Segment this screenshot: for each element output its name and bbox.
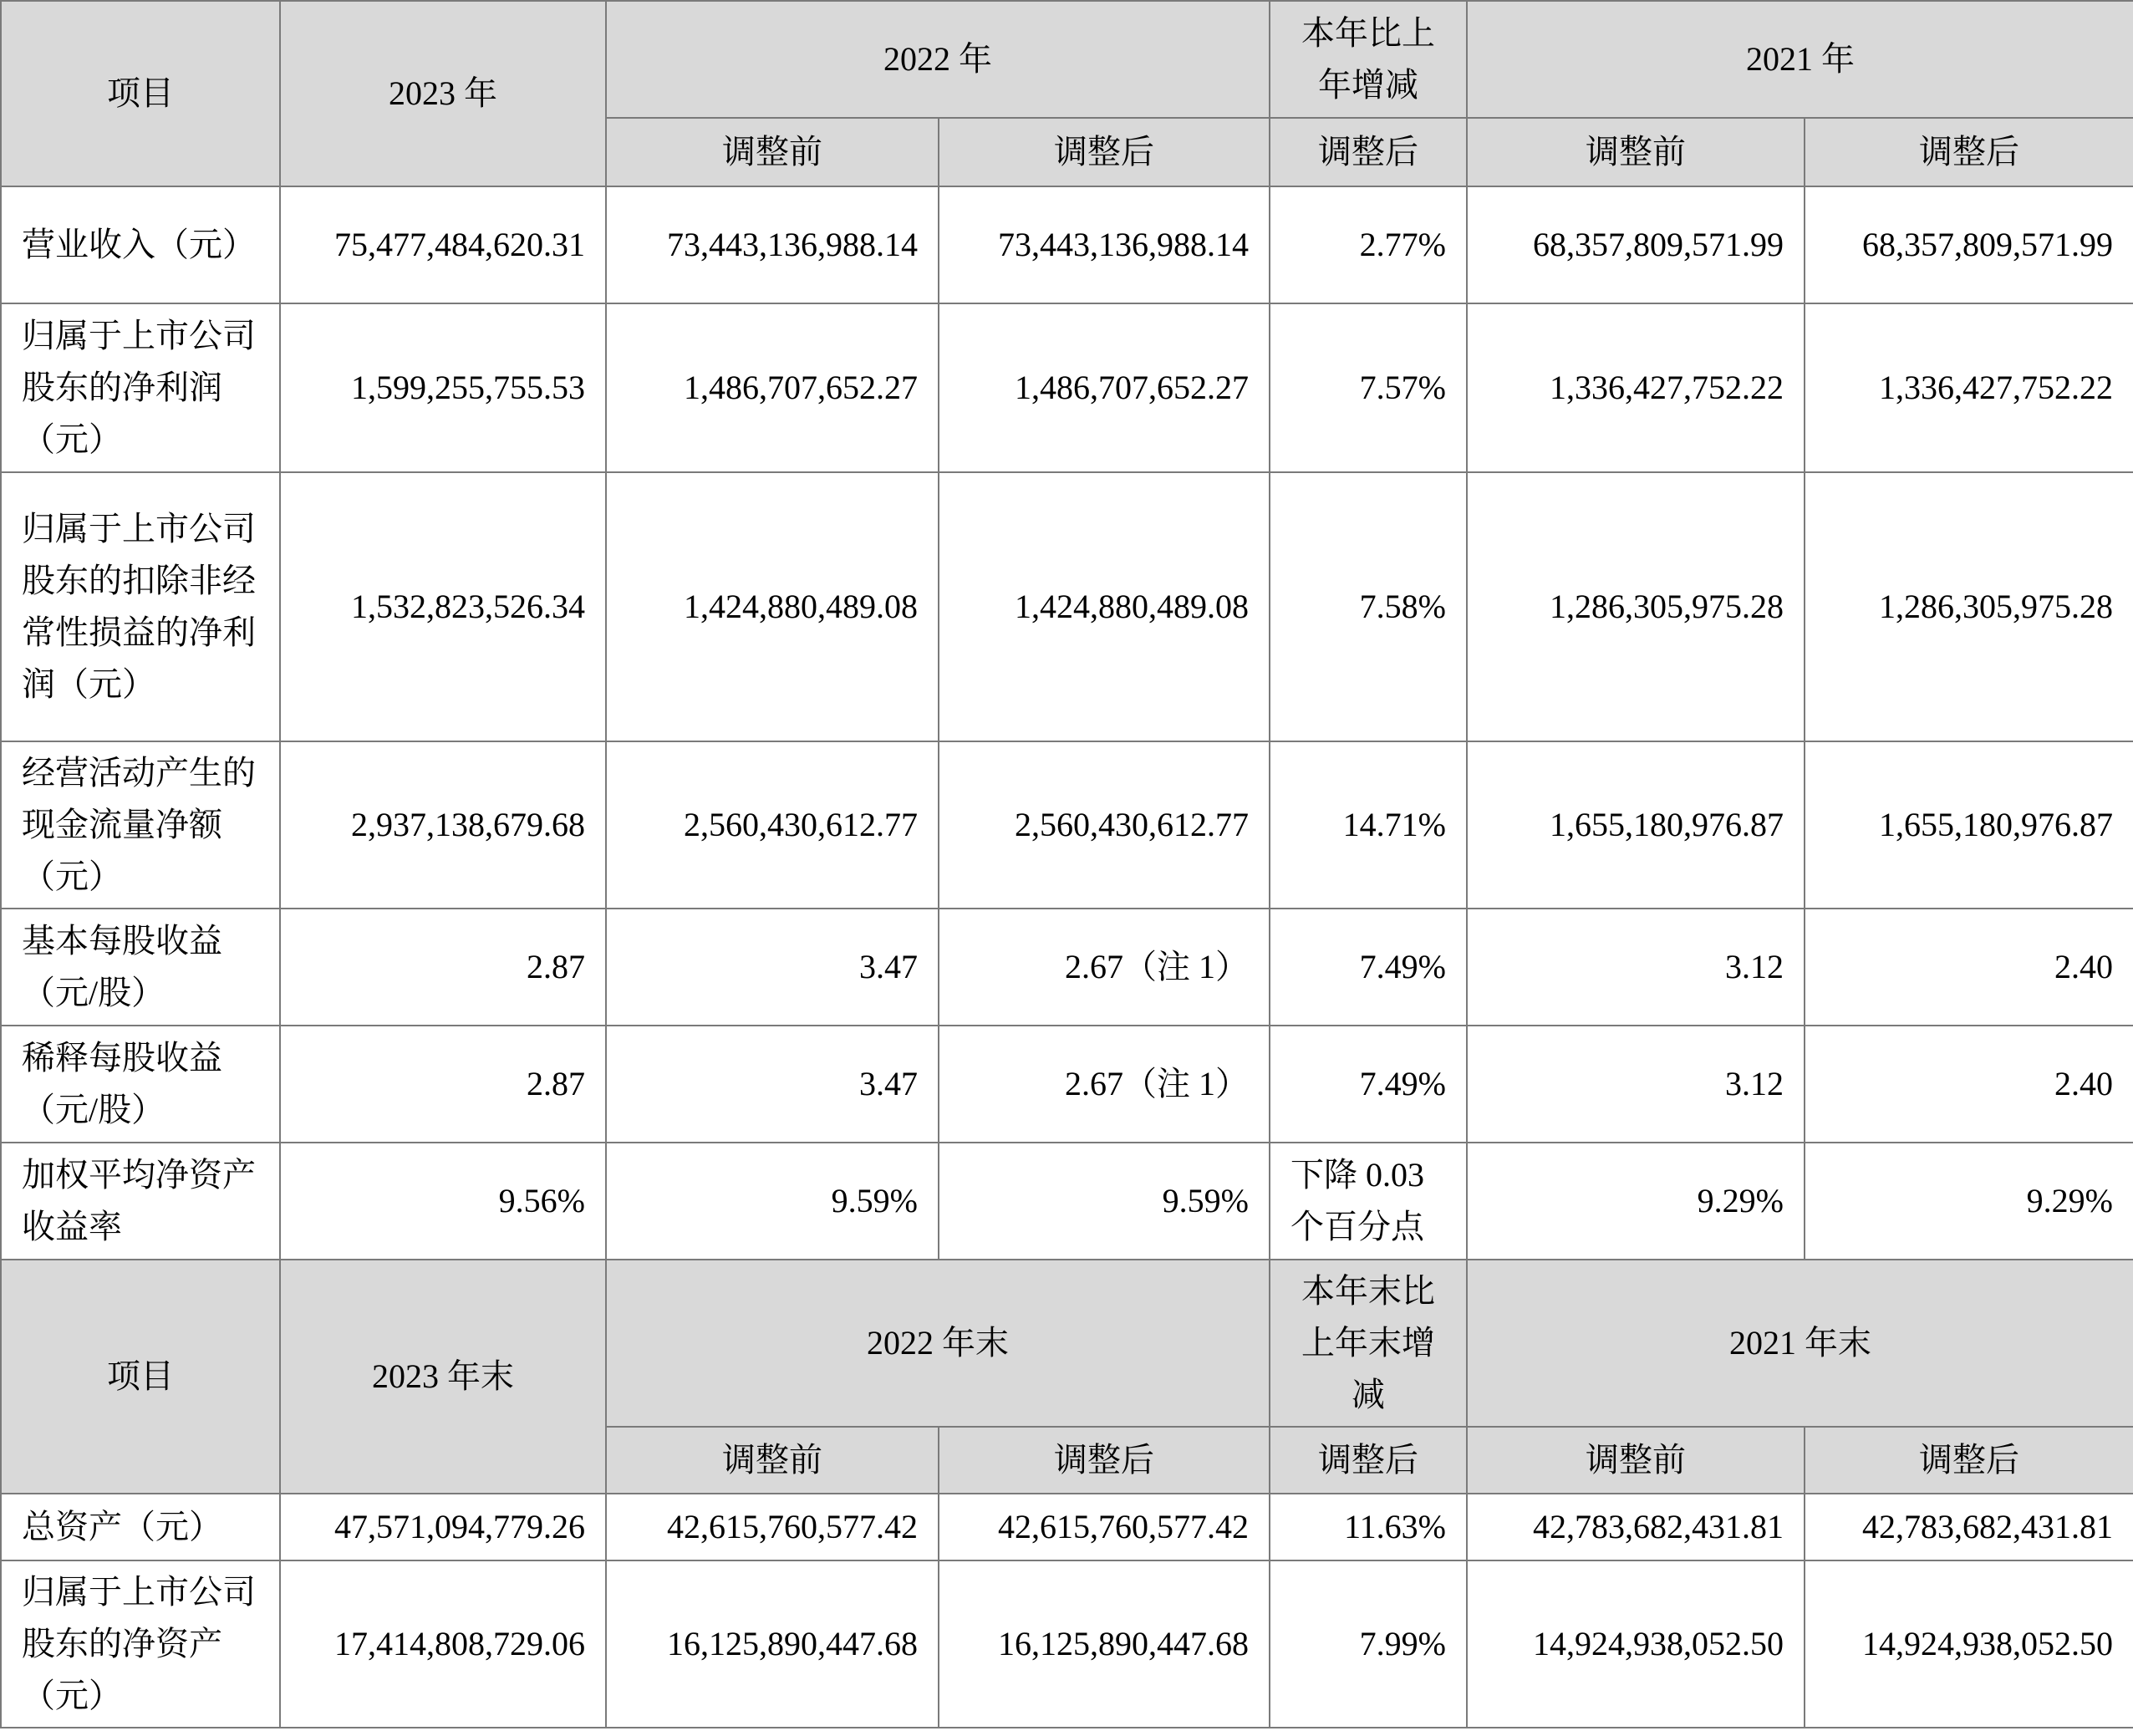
value-change: 下降 0.03 个百分点 <box>1270 1143 1467 1260</box>
header-change: 本年比上年增减 <box>1270 1 1467 118</box>
value-2021-after: 42,783,682,431.81 <box>1805 1494 2133 1560</box>
value-2021-after: 1,655,180,976.87 <box>1805 741 2133 909</box>
value-2022-before: 1,424,880,489.08 <box>606 472 939 741</box>
header-row-1 <box>1 1 2133 118</box>
value-2021-before: 9.29% <box>1467 1143 1805 1260</box>
header-2022-after: 调整后 <box>939 118 1270 186</box>
header-2021-end-after: 调整后 <box>1805 1427 2133 1494</box>
value-change: 11.63% <box>1270 1494 1467 1560</box>
value-2023: 2,937,138,679.68 <box>280 741 606 909</box>
table-row <box>1 1560 2133 1728</box>
value-2021-before: 1,655,180,976.87 <box>1467 741 1805 909</box>
value-change: 7.99% <box>1270 1560 1467 1728</box>
value-2023: 1,532,823,526.34 <box>280 472 606 741</box>
value-2021-after: 9.29% <box>1805 1143 2133 1260</box>
header-2022: 2022 年 <box>606 1 1270 118</box>
value-2022-after: 9.59% <box>939 1143 1270 1260</box>
table-row <box>1 303 2133 472</box>
value-2021-after: 68,357,809,571.99 <box>1805 186 2133 303</box>
value-2022-after: 2,560,430,612.77 <box>939 741 1270 909</box>
header-2021-before: 调整前 <box>1467 118 1805 186</box>
header-change-end-after: 调整后 <box>1270 1427 1467 1494</box>
value-2022-after: 42,615,760,577.42 <box>939 1494 1270 1560</box>
value-change: 2.77% <box>1270 186 1467 303</box>
row-label: 经营活动产生的现金流量净额（元） <box>1 741 280 909</box>
row-label: 归属于上市公司股东的净资产（元） <box>1 1560 280 1728</box>
row-label: 总资产（元） <box>1 1494 280 1560</box>
row-label: 稀释每股收益（元/股） <box>1 1026 280 1143</box>
value-2021-before: 3.12 <box>1467 909 1805 1026</box>
table-row <box>1 1026 2133 1143</box>
value-2023: 9.56% <box>280 1143 606 1260</box>
row-label: 归属于上市公司股东的扣除非经常性损益的净利润（元） <box>1 472 280 741</box>
table-row <box>1 909 2133 1026</box>
header-2021-end: 2021 年末 <box>1467 1260 2133 1427</box>
value-2022-before: 3.47 <box>606 1026 939 1143</box>
value-change: 7.57% <box>1270 303 1467 472</box>
value-2022-after: 1,486,707,652.27 <box>939 303 1270 472</box>
header-2021-after: 调整后 <box>1805 118 2133 186</box>
row-label: 归属于上市公司股东的净利润（元） <box>1 303 280 472</box>
value-2022-before: 16,125,890,447.68 <box>606 1560 939 1728</box>
header-2022-end-before: 调整前 <box>606 1427 939 1494</box>
header-item: 项目 <box>1 1 280 186</box>
value-2021-after: 1,336,427,752.22 <box>1805 303 2133 472</box>
value-2022-after: 2.67（注 1） <box>939 909 1270 1026</box>
value-2022-after: 1,424,880,489.08 <box>939 472 1270 741</box>
value-2021-after: 14,924,938,052.50 <box>1805 1560 2133 1728</box>
value-2022-before: 73,443,136,988.14 <box>606 186 939 303</box>
header-change-end: 本年末比上年末增减 <box>1270 1260 1467 1427</box>
value-2021-after: 2.40 <box>1805 1026 2133 1143</box>
value-2021-after: 2.40 <box>1805 909 2133 1026</box>
value-2022-before: 1,486,707,652.27 <box>606 303 939 472</box>
header-change-after: 调整后 <box>1270 118 1467 186</box>
value-2021-before: 1,336,427,752.22 <box>1467 303 1805 472</box>
row-label: 基本每股收益（元/股） <box>1 909 280 1026</box>
value-2022-after: 2.67（注 1） <box>939 1026 1270 1143</box>
value-change: 7.58% <box>1270 472 1467 741</box>
value-2023: 75,477,484,620.31 <box>280 186 606 303</box>
header-2022-end: 2022 年末 <box>606 1260 1270 1427</box>
value-2021-before: 1,286,305,975.28 <box>1467 472 1805 741</box>
table-row <box>1 741 2133 909</box>
value-2021-before: 68,357,809,571.99 <box>1467 186 1805 303</box>
value-2023: 1,599,255,755.53 <box>280 303 606 472</box>
value-2022-after: 73,443,136,988.14 <box>939 186 1270 303</box>
value-2023: 2.87 <box>280 1026 606 1143</box>
header-item-2: 项目 <box>1 1260 280 1494</box>
header-2023-end: 2023 年末 <box>280 1260 606 1494</box>
header-2022-end-after: 调整后 <box>939 1427 1270 1494</box>
value-2023: 47,571,094,779.26 <box>280 1494 606 1560</box>
value-2021-after: 1,286,305,975.28 <box>1805 472 2133 741</box>
row-label: 营业收入（元） <box>1 186 280 303</box>
table-row <box>1 186 2133 303</box>
value-change: 14.71% <box>1270 741 1467 909</box>
table-row <box>1 1143 2133 1260</box>
value-2023: 2.87 <box>280 909 606 1026</box>
table-row <box>1 472 2133 741</box>
table-row <box>1 1494 2133 1560</box>
value-2022-after: 16,125,890,447.68 <box>939 1560 1270 1728</box>
value-2021-before: 14,924,938,052.50 <box>1467 1560 1805 1728</box>
value-change: 7.49% <box>1270 909 1467 1026</box>
header-2021: 2021 年 <box>1467 1 2133 118</box>
value-change: 7.49% <box>1270 1026 1467 1143</box>
header-row-3 <box>1 1260 2133 1427</box>
header-2021-end-before: 调整前 <box>1467 1427 1805 1494</box>
header-2022-before: 调整前 <box>606 118 939 186</box>
value-2021-before: 42,783,682,431.81 <box>1467 1494 1805 1560</box>
value-2022-before: 2,560,430,612.77 <box>606 741 939 909</box>
value-2022-before: 9.59% <box>606 1143 939 1260</box>
value-2023: 17,414,808,729.06 <box>280 1560 606 1728</box>
value-2022-before: 3.47 <box>606 909 939 1026</box>
value-2021-before: 3.12 <box>1467 1026 1805 1143</box>
value-2022-before: 42,615,760,577.42 <box>606 1494 939 1560</box>
header-2023: 2023 年 <box>280 1 606 186</box>
row-label: 加权平均净资产收益率 <box>1 1143 280 1260</box>
